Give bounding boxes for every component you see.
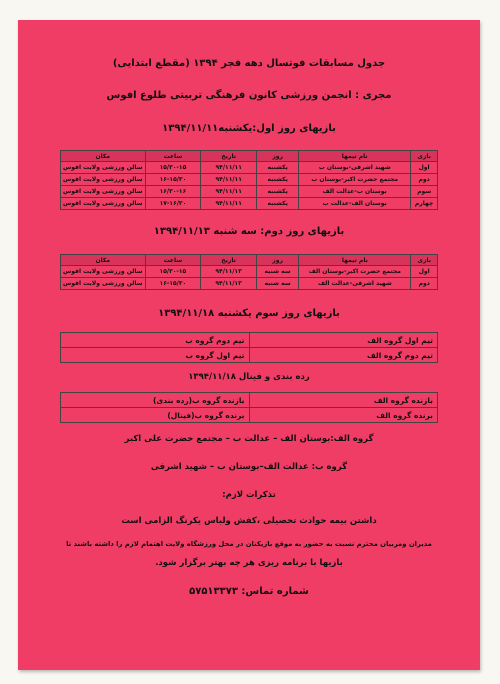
notes-heading: تذکرات لازم:: [222, 490, 276, 500]
cell: شهید اشرفی-بوستان ب: [299, 162, 411, 174]
cell: ۱۵/۳۰-۱۵: [145, 162, 201, 174]
cell: سالن ورزشی ولایت افوس: [61, 278, 146, 290]
col-header: بازی: [411, 255, 438, 266]
col-header: تاریخ: [201, 255, 257, 266]
table-row: [61, 408, 438, 423]
cell: تیم دوم گروه ب: [61, 333, 250, 348]
cell: دوم: [411, 174, 438, 186]
day1-table: [60, 150, 438, 210]
cell: سوم: [411, 186, 438, 198]
cell: اول: [411, 162, 438, 174]
notes-line-3: بازیها با برنامه ریزی هر چه بهتر برگزار شود.: [155, 558, 343, 568]
cell: ۱۶-۱۵/۳۰: [145, 278, 201, 290]
cell: ۱۷-۱۶/۳۰: [145, 198, 201, 210]
contact-number: شماره تماس: ۵۷۵۱۳۳۷۳: [189, 586, 309, 597]
cell: چهارم: [411, 198, 438, 210]
day2-heading: بازیهای روز دوم: سه شنبه ۱۳۹۴/۱۱/۱۳: [153, 226, 345, 237]
cell: سه شنبه: [256, 278, 298, 290]
cell: اول: [411, 266, 438, 278]
cell: ۱۵/۳۰-۱۵: [145, 266, 201, 278]
col-header: تاریخ: [201, 151, 257, 162]
cell: برنده گروه ب(فینال): [61, 408, 250, 423]
cell: شهید اشرفی-عدالت الف: [299, 278, 411, 290]
col-header: مکان: [61, 255, 146, 266]
table-row: [61, 278, 438, 290]
cell: دوم: [411, 278, 438, 290]
cell: مجتمع حضرت اکبر-بوستان ب: [299, 174, 411, 186]
table-row: [61, 162, 438, 174]
cell: ۱۶/۳۰-۱۶: [145, 186, 201, 198]
organizer-line: مجری : انجمن ورزشی کانون فرهنگی تربیتی طلوع افوس: [106, 90, 392, 101]
table-row: [61, 186, 438, 198]
group-b-line: گروه ب: عدالت الف–بوستان ب – شهید اشرفی: [150, 462, 348, 472]
cell: بوستان ب-عدالت الف: [299, 186, 411, 198]
col-header: ساعت: [145, 255, 201, 266]
cell: یکشنبه: [257, 198, 299, 210]
cell: ۹۴/۱۱/۱۳: [201, 266, 257, 278]
cell: سالن ورزشی ولایت افوس: [61, 162, 146, 174]
table-header-row: [61, 151, 438, 162]
final-table: [60, 392, 438, 423]
cell: تیم اول گروه الف: [249, 333, 438, 348]
cell: سالن ورزشی ولایت افوس: [61, 174, 146, 186]
cell: ۹۴/۱۱/۱۱: [201, 186, 257, 198]
cell: ۹۴/۱۱/۱۱: [201, 174, 257, 186]
cell: یکشنبه: [257, 186, 299, 198]
table-row: [61, 198, 438, 210]
cell: سه شنبه: [256, 266, 298, 278]
cell: سالن ورزشی ولایت افوس: [61, 266, 146, 278]
cell: بازنده گروه الف: [249, 393, 438, 408]
group-a-line: گروه الف:بوستان الف – عدالت ب – مجتمع حضرت علی اکبر: [124, 434, 374, 444]
document-title: جدول مسابقات فوتسال دهه فجر ۱۳۹۴ (مقطع ابتدایی): [112, 58, 386, 69]
notes-line-1: داشتن بیمه حوادث تحصیلی ،کفش ولباس یکرنگ الزامی است: [121, 516, 377, 526]
col-header: روز: [257, 151, 299, 162]
document-sheet: [18, 20, 480, 670]
cell: ۹۴/۱۱/۱۱: [201, 198, 257, 210]
col-header: روز: [256, 255, 298, 266]
cell: تیم دوم گروه الف: [249, 348, 438, 363]
cell: ۱۶-۱۵/۳۰: [145, 174, 201, 186]
cell: یکشنبه: [257, 174, 299, 186]
table-row: [61, 348, 438, 363]
cell: برنده گروه الف: [249, 408, 438, 423]
col-header: بازی: [411, 151, 438, 162]
table-row: [61, 393, 438, 408]
day3-heading: بازیهای روز سوم یکشنبه ۱۳۹۴/۱۱/۱۸: [158, 308, 340, 319]
table-row: [61, 333, 438, 348]
cell: بوستان الف-عدالت ب: [299, 198, 411, 210]
cell: مجتمع حضرت اکبر-بوستان الف: [299, 266, 411, 278]
notes-line-2: مدیران ومربیان محترم نسبت به حضور به موقع بازیکنان در محل ورزشگاه ولایت اهتمام لازم را داشته باشند تا: [66, 540, 432, 548]
cell: سالن ورزشی ولایت افوس: [61, 186, 146, 198]
day3-table: [60, 332, 438, 363]
table-row: [61, 174, 438, 186]
table-header-row: [61, 255, 438, 266]
final-heading: رده بندی و فینال ۱۳۹۴/۱۱/۱۸: [188, 372, 310, 382]
col-header: مکان: [61, 151, 146, 162]
col-header: ساعت: [145, 151, 201, 162]
table-row: [61, 266, 438, 278]
cell: سالن ورزشی ولایت افوس: [61, 198, 146, 210]
cell: یکشنبه: [257, 162, 299, 174]
day2-table: [60, 254, 438, 290]
col-header: نام تیمها: [299, 151, 411, 162]
cell: ۹۴/۱۱/۱۳: [201, 278, 257, 290]
cell: تیم اول گروه ب: [61, 348, 250, 363]
day1-heading: بازیهای روز اول:یکشنبه۱۳۹۴/۱۱/۱۱: [162, 123, 336, 134]
col-header: نام تیمها: [299, 255, 411, 266]
cell: بازنده گروه ب(رده بندی): [61, 393, 250, 408]
cell: ۹۴/۱۱/۱۱: [201, 162, 257, 174]
